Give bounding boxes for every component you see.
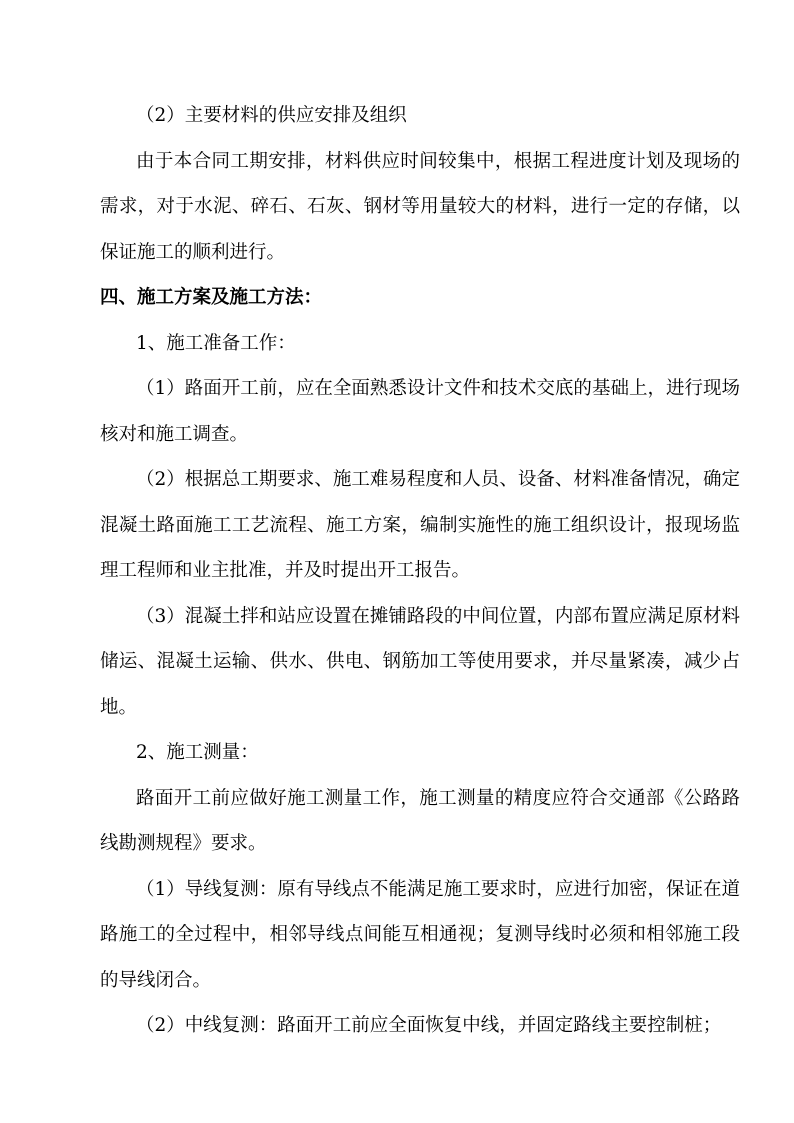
subsection-heading-preparation: 1、施工准备工作： — [136, 332, 296, 354]
body-paragraph-prep-1: （1）路面开工前，应在全面熟悉设计文件和技术交底的基础上，进行现场核对和施工调查。 — [100, 378, 740, 445]
document-page — [100, 93, 740, 1049]
body-paragraph-prep-3: （3）混凝土拌和站应设置在摊铺路段的中间位置，内部布置应满足原材料储运、混凝土运输、供水、供电、钢筋加工等使用要求，并尽量紧凑，减少占地。 — [100, 605, 740, 718]
subsection-heading-survey: 2、施工测量： — [136, 742, 259, 763]
subsection-heading-material-supply: （2）主要材料的供应安排及组织 — [136, 105, 407, 126]
body-paragraph-traverse-survey: （1）导线复测：原有导线点不能满足施工要求时，应进行加密，保证在道路施工的全过程中，相邻导线点间能互相通视；复测导线时必须和相邻施工段的导线闭合。 — [100, 878, 740, 991]
body-paragraph-prep-2: （2）根据总工期要求、施工难易程度和人员、设备、材料准备情况，确定混凝土路面施工工艺流程、施工方案，编制实施性的施工组织设计，报现场监理工程师和业主批准，并及时提出开工报告。 — [100, 469, 740, 581]
body-paragraph-centerline-survey: （2）中线复测：路面开工前应全面恢复中线，并固定路线主要控制桩； — [136, 1015, 722, 1036]
body-paragraph-survey-intro: 路面开工前应做好施工测量工作，施工测量的精度应符合交通部《公路路线勘测规程》要求。 — [100, 787, 740, 854]
body-paragraph-material-storage: 由于本合同工期安排，材料供应时间较集中，根据工程进度计划及现场的需求，对于水泥、碎石、石灰、钢材等用量较大的材料，进行一定的存储，以保证施工的顺利进行。 — [100, 150, 740, 263]
section-heading-construction-plan: 四、施工方案及施工方法： — [100, 287, 323, 308]
